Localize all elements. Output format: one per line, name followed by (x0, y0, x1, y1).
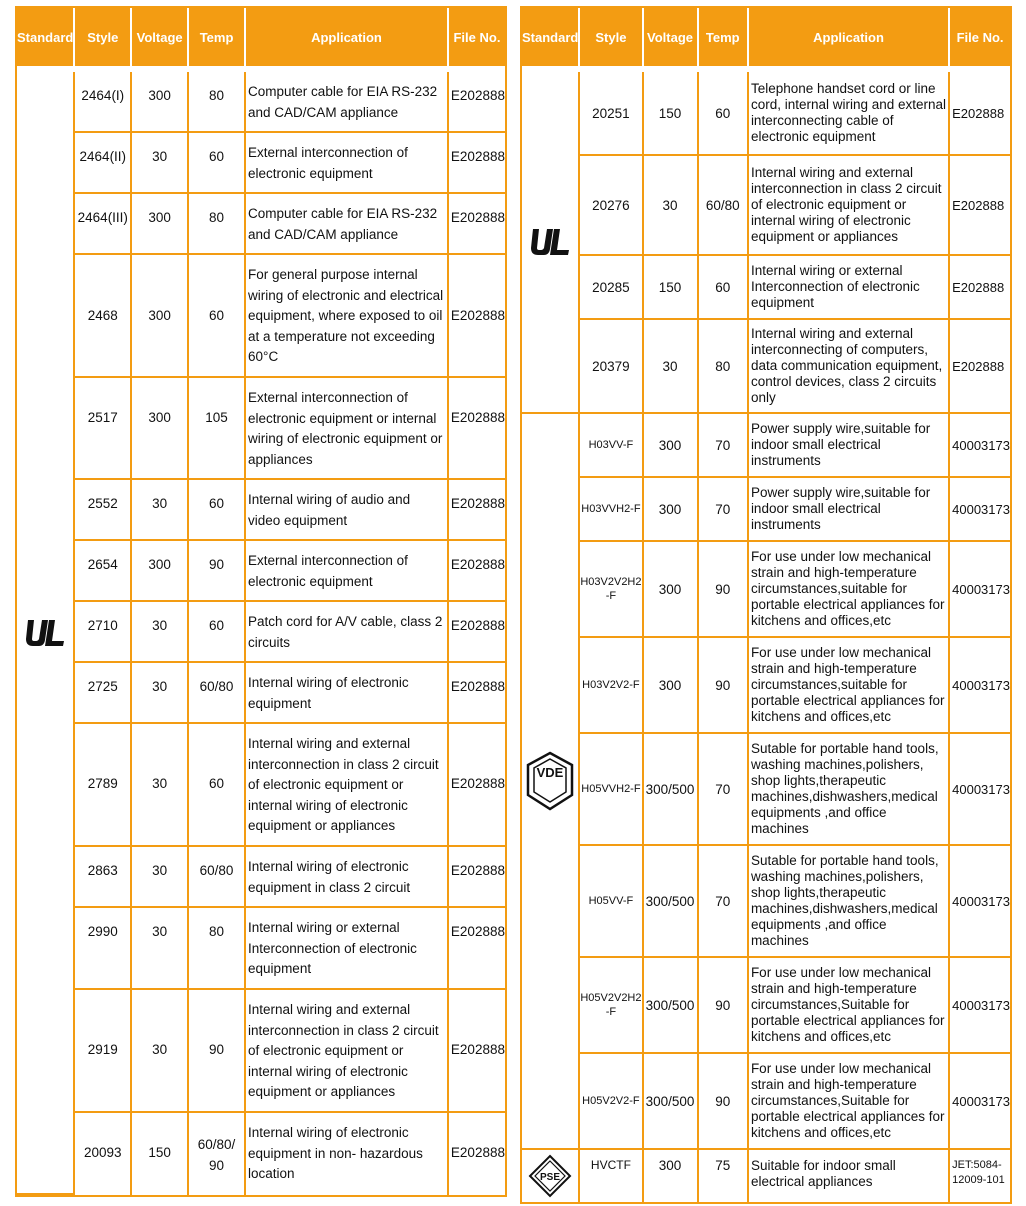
cell-file-no: 40003173 (950, 958, 1010, 1054)
cell-style: 2919 (75, 990, 132, 1113)
table-row (17, 378, 505, 480)
cell-temp: 60/80 (189, 847, 246, 908)
cell-file-no: E202888 (950, 320, 1010, 414)
table-row (522, 414, 1010, 478)
header-application: Application (246, 8, 449, 66)
table-row (17, 990, 505, 1113)
cell-file-no: 40003173 (950, 846, 1010, 958)
vde-logo-icon (525, 750, 575, 812)
cell-file-no: E202888 (449, 908, 505, 990)
cell-style: 2552 (75, 480, 132, 541)
standard-cell-pse (522, 1150, 580, 1202)
cell-application: Internal wiring and external interconnecting of computers, data communication equipment, control devices, class 2 circuits only (749, 320, 950, 414)
header-style: Style (75, 8, 132, 66)
header-row (522, 8, 1010, 66)
standard-cell-ul (522, 72, 580, 414)
cell-temp: 80 (189, 194, 246, 255)
cell-voltage: 30 (132, 480, 189, 541)
cell-style: 20093 (75, 1113, 132, 1195)
cell-voltage: 30 (132, 602, 189, 663)
cell-style: HVCTF (580, 1150, 643, 1202)
table-row (17, 847, 505, 908)
cell-temp: 90 (699, 638, 749, 734)
cell-file-no: 40003173 (950, 414, 1010, 478)
cell-file-no: 40003173 (950, 542, 1010, 638)
cell-voltage: 300 (132, 541, 189, 602)
table-row (17, 541, 505, 602)
cell-style: H05VV-F (580, 846, 643, 958)
table-row (522, 958, 1010, 1054)
cell-style: H03VV-F (580, 414, 643, 478)
table-row (17, 663, 505, 724)
cell-style: 2464(II) (75, 133, 132, 194)
cell-voltage: 30 (132, 133, 189, 194)
table-row (17, 724, 505, 847)
cell-file-no: E202888 (950, 256, 1010, 320)
cell-application: Patch cord for A/V cable, class 2 circuits (246, 602, 449, 663)
cell-style: 2725 (75, 663, 132, 724)
cell-file-no: E202888 (449, 133, 505, 194)
header-style: Style (580, 8, 643, 66)
cell-style: H03V2V2-F (580, 638, 643, 734)
cell-style: 2710 (75, 602, 132, 663)
cell-temp: 75 (699, 1150, 749, 1202)
cell-file-no: E202888 (450, 1145, 505, 1160)
cell-application: Internal wiring or external Interconnection of electronic equipment (246, 908, 449, 990)
cell-file-no: 40003173 (950, 638, 1010, 734)
cell-voltage: 150 (644, 256, 699, 320)
table-row (17, 194, 505, 255)
ul-logo-icon (22, 617, 68, 649)
cell-voltage: 30 (132, 990, 189, 1113)
cell-style: 2464(I) (75, 72, 132, 133)
table-row (522, 846, 1010, 958)
cell-voltage: 300 (644, 414, 699, 478)
table-row (17, 480, 505, 541)
cell-voltage: 300 (644, 1150, 699, 1202)
cell-temp: 90 (189, 990, 246, 1113)
cell-application: For use under low mechanical strain and high-temperature circumstances,Suitable for portable electrical appliances for kitchens and offices,etc (749, 1054, 950, 1150)
cell-temp: 70 (699, 734, 749, 846)
cell-application: External interconnection of electronic equipment (246, 133, 449, 194)
left-table (15, 6, 507, 1197)
cell-file-no: 40003173 (950, 478, 1010, 542)
cell-voltage: 30 (132, 663, 189, 724)
standard-cell-ul (17, 72, 75, 1195)
header-temp: Temp (699, 8, 749, 66)
table-row (522, 734, 1010, 846)
cell-temp: 70 (699, 846, 749, 958)
cell-voltage: 30 (132, 724, 189, 847)
cell-temp: 60 (189, 724, 246, 847)
cell-voltage: 30 (132, 847, 189, 908)
cell-temp: 60 (189, 133, 246, 194)
cell-file-no: E202888 (449, 72, 505, 133)
cell-style: H03V2V2H2 -F (580, 542, 643, 638)
cell-style: 2468 (75, 255, 132, 378)
right-table (520, 6, 1012, 1204)
table-row (522, 256, 1010, 320)
cell-application: Sutable for portable hand tools, washing machines,polishers, shop lights,therapeutic machines,dishwashers,medical equipments ,and office machines (749, 734, 950, 846)
cell-application: Internal wiring and external interconnection in class 2 circuit of electronic equipment or internal wiring of electronic equipment or appliances (246, 724, 449, 847)
cell-voltage: 300 (132, 255, 189, 378)
header-standard: Standard (522, 8, 580, 66)
cell-temp: 90 (189, 541, 246, 602)
cell-voltage: 300/500 (644, 1054, 699, 1150)
cell-style: 2863 (75, 847, 132, 908)
vde-logo-text: VDE (536, 765, 564, 780)
pse-logo-text: PSE (540, 1172, 561, 1183)
cell-voltage: 300/500 (644, 846, 699, 958)
cell-file-no: JET:5084- 12009-101 (952, 1159, 1005, 1186)
cell-application: Telephone handset cord or line cord, internal wiring and external interconnecting cable of electronic equipment (749, 72, 950, 156)
cell-application: Internal wiring or external Interconnection of electronic equipment (749, 256, 950, 320)
cell-style: H05V2V2H2 -F (580, 958, 643, 1054)
cell-application: Power supply wire,suitable for indoor small electrical instruments (749, 478, 950, 542)
header-standard: Standard (17, 8, 75, 66)
cell-application: Internal wiring of audio and video equipment (246, 480, 449, 541)
cell-temp: 90 (699, 1054, 749, 1150)
cell-temp: 60 (699, 256, 749, 320)
cell-style: 20276 (580, 156, 643, 256)
cell-temp: 60 (699, 72, 749, 156)
cell-file-no: E202888 (449, 663, 505, 724)
header-file-no: File No. (449, 8, 505, 66)
cell-application: For general purpose internal wiring of electronic and electrical equipment, where exposed to oil at a temperature not exceeding 60°C (246, 255, 449, 378)
cell-style: 2990 (75, 908, 132, 990)
cell-style: 2654 (75, 541, 132, 602)
header-voltage: Voltage (644, 8, 699, 66)
table-row (522, 1054, 1010, 1150)
cell-temp: 60/80 (699, 156, 749, 256)
cell-file-no: E202888 (449, 480, 505, 541)
cell-application: For use under low mechanical strain and high-temperature circumstances,suitable for portable electrical appliances for kitchens and offices,etc (749, 542, 950, 638)
cell-file-no: E202888 (950, 72, 1010, 156)
cell-file-no: E202888 (449, 724, 505, 847)
cell-file-no: E202888 (449, 602, 505, 663)
standard-cell-vde (522, 414, 580, 1150)
cell-style: 2464(III) (75, 194, 132, 255)
table-row (17, 602, 505, 663)
cell-temp: 70 (699, 414, 749, 478)
cell-temp: 80 (189, 72, 246, 133)
cell-application: Internal wiring and external interconnection in class 2 circuit of electronic equipment or internal wiring of electronic equipment or appliances (749, 156, 950, 256)
cell-voltage: 300 (132, 72, 189, 133)
table-row (17, 133, 505, 194)
cell-temp: 60/80 (189, 663, 246, 724)
header-row (17, 8, 505, 66)
header-file-no: File No. (950, 8, 1010, 66)
cell-application: External interconnection of electronic equipment (246, 541, 449, 602)
cell-file-no: E202888 (950, 156, 1010, 256)
ul-logo-icon (527, 226, 573, 258)
cell-application: Internal wiring and external interconnection in class 2 circuit of electronic equipment or internal wiring of electronic equipment or appliances (246, 990, 449, 1113)
table-row (17, 908, 505, 990)
cell-voltage: 300 (644, 478, 699, 542)
cell-voltage: 300 (132, 378, 189, 480)
cell-style: 20251 (580, 72, 643, 156)
table-row (522, 72, 1010, 156)
cell-temp: 60 (189, 602, 246, 663)
cell-voltage: 300 (644, 638, 699, 734)
header-temp: Temp (189, 8, 246, 66)
cell-temp: 90 (699, 542, 749, 638)
cell-voltage: 300 (644, 542, 699, 638)
cell-application: Sutable for portable hand tools, washing machines,polishers, shop lights,therapeutic machines,dishwashers,medical equipments ,and office machines (749, 846, 950, 958)
cell-temp: 60 (189, 255, 246, 378)
cell-file-no: E202888 (449, 378, 505, 480)
table-row (522, 320, 1010, 414)
cell-file-no: E202888 (449, 990, 505, 1113)
table-row (522, 478, 1010, 542)
table-row (522, 156, 1010, 256)
cell-application: Computer cable for EIA RS-232 and CAD/CAM appliance (246, 72, 449, 133)
cell-temp: 105 (189, 378, 246, 480)
cell-application: For use under low mechanical strain and high-temperature circumstances,Suitable for portable electrical appliances for kitchens and offices,etc (749, 958, 950, 1054)
cell-voltage: 300 (132, 194, 189, 255)
table-row (522, 638, 1010, 734)
cell-temp: 60 (189, 480, 246, 541)
cell-temp: 70 (699, 478, 749, 542)
cell-application: Computer cable for EIA RS-232 and CAD/CAM appliance (246, 194, 449, 255)
cell-application: External interconnection of electronic equipment or internal wiring of electronic equipment or appliances (246, 378, 449, 480)
cell-application: For use under low mechanical strain and high-temperature circumstances,suitable for portable electrical appliances for kitchens and offices,etc (749, 638, 950, 734)
header-application: Application (749, 8, 950, 66)
cell-file-no: E202888 (449, 194, 505, 255)
cell-temp: 60/80/ 90 (189, 1113, 246, 1195)
table-row (17, 255, 505, 378)
cell-style: H05VVH2-F (580, 734, 643, 846)
table-row (522, 542, 1010, 638)
table-row (522, 1150, 1010, 1202)
cell-application: Internal wiring of electronic equipment (246, 663, 449, 724)
cell-application: Internal wiring of electronic equipment in class 2 circuit (246, 847, 449, 908)
cell-style: 2517 (75, 378, 132, 480)
cell-application: Internal wiring of electronic equipment in non- hazardous location (246, 1113, 449, 1195)
table-row (17, 72, 505, 133)
cell-file-no: 40003173 (950, 734, 1010, 846)
cell-voltage: 150 (644, 72, 699, 156)
cell-temp: 80 (699, 320, 749, 414)
cell-style: 20285 (580, 256, 643, 320)
cell-temp: 80 (189, 908, 246, 990)
cell-voltage: 300/500 (644, 734, 699, 846)
cell-application: Suitable for indoor small electrical appliances (749, 1150, 950, 1202)
cell-style: 2789 (75, 724, 132, 847)
cell-voltage: 30 (132, 908, 189, 990)
cell-file-no: 40003173 (950, 1054, 1010, 1150)
table-row (17, 1113, 505, 1195)
cell-voltage: 30 (644, 320, 699, 414)
cell-file-no: E202888 (449, 255, 505, 378)
cell-voltage: 150 (132, 1113, 189, 1195)
pse-logo-icon (528, 1154, 572, 1198)
cell-file-no: E202888 (449, 847, 505, 908)
header-voltage: Voltage (132, 8, 189, 66)
cell-application: Power supply wire,suitable for indoor small electrical instruments (749, 414, 950, 478)
cell-voltage: 30 (644, 156, 699, 256)
cell-temp: 90 (699, 958, 749, 1054)
cell-file-no: E202888 (449, 541, 505, 602)
cell-style: H05V2V2-F (580, 1054, 643, 1150)
cell-style: 20379 (580, 320, 643, 414)
cell-style: H03VVH2-F (580, 478, 643, 542)
cell-voltage: 300/500 (644, 958, 699, 1054)
